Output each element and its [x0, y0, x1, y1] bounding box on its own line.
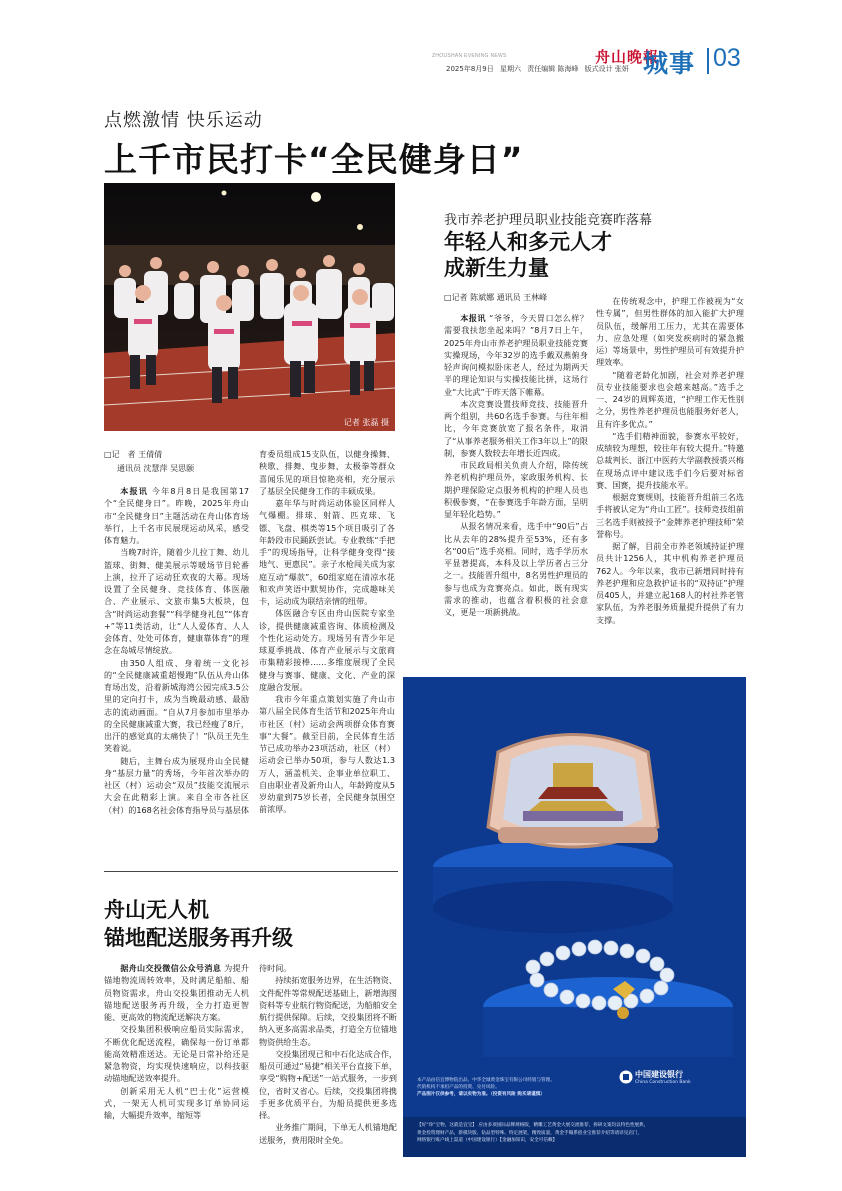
photo-credit: 记者 张磊 摄	[343, 418, 389, 427]
paragraph: “选手们精神面貌，参赛水平较好，成绩较为理想，较往年有较大提升。”特邀总裁判长、浙江中医药大学副教授裘兴梅在现场点评中建议选手们今后要对标省赛、国赛，提升技能水平。	[596, 430, 744, 490]
bank-name: 中国建设银行	[635, 1070, 683, 1079]
story2-kicker: 我市养老护理员职业技能竞赛昨落幕	[444, 213, 653, 228]
story2-byline: □记者 陈斌娜 通讯员 王林峰	[444, 293, 548, 302]
issue-date: 2025年8月9日	[446, 65, 494, 73]
bank-advertisement	[403, 677, 746, 1157]
issue-weekday: 星期六	[499, 65, 521, 73]
ad-footer-text: 【好“珍”宝物，这就是宜宝】 应由多项国际品牌规格版，精雕工艺黄金大展交流推荐，拆研文案均以特色性展典， 黄金投资理财产品，新模块版、钻品型特殊、特定展架，精致质量，黄金手镯系创业宝推荐介绍等请详见店门， 网络银行账户线上渠道（中国建设银行）【金融加知识，安全可信赖】	[417, 1123, 649, 1143]
story2-column-2	[596, 295, 744, 626]
paragraph: 持续拓宽服务边界，在生活物资、文件配件等常规配送基础上，新增海图资料等专业航行物资配送，为船舶安全航行提供保障。后续，交投集团将不断纳入更多高需求品类，打造全方位锚地物资供给生态。	[259, 975, 397, 1047]
masthead-dateline	[446, 64, 633, 74]
story2-column-1	[444, 312, 588, 618]
gold-charm-icon	[617, 1007, 629, 1019]
ad-disclaimer: 本产品由信宜博物院出品，中华全城黄金珠宝有限公司经销与管理。 代销机构不承担产品的投资、兑付风险。 产品图片仅供参考，请以实物为准。（投资有风险 购买请谨慎）	[417, 1078, 555, 1097]
paragraph: 交投集团现已和中石化达成合作，船员可通过“易捷”相关平台直接下单，享受“购物+配送”一站式服务，一步到位，省时又省心。后续，交投集团将携手更多优质平台，为船员提供更多选择。	[259, 1048, 397, 1120]
paragraph: 在传统观念中，护理工作被视为“女性专属”，但男性群体的加入能扩大护理员队伍，缓解用工压力，尤其在需要体力、应急处理（如突发疾病时的紧急搬运）等场景中，男性护理员可有效提升护理效率。	[596, 296, 744, 368]
section-divider	[104, 871, 398, 872]
paragraph: 交投集团积极响应船员实际需求，不断优化配送流程，确保每一份订单都能高效精准送达。无论是日常补给还是紧急物资，均实现快速响应，以科技驱动锚地配送效率提升。	[104, 1024, 249, 1084]
story1-correspondents: 通讯员 沈慧萍 吴思颐	[117, 464, 195, 473]
story3-column-2	[259, 962, 397, 1146]
story3-headline	[104, 896, 293, 952]
story2-headline	[444, 229, 612, 281]
headline-line: 舟山无人机	[104, 898, 209, 922]
paragraph: 根据竞赛规则，技能晋升组前三名选手将被认定为“舟山工匠”。技师竞技组前三名选手则被授予“金牌养老护理技师”荣誉称号。	[596, 492, 744, 539]
paragraph: 据舟山交投微信公众号消息 为提升锚地物流周转效率，及时满足船舶、船员物资需求，舟山交投集团推动无人机锚地配送服务再升级，全力打造更智能、更高效的物流配送解决方案。	[104, 963, 249, 1022]
paragraph: 由350人组成、身着统一文化衫的“全民健康减重超慢跑”队伍从舟山体育场出发，沿着新城海湾公园完成3.5公里的定向打卡，成为当晚最动感、最励志的流动画面。“自从7月参加市里举办的全民健康减重大赛，我已经瘦了8斤，出汗的感觉真的太痛快了！”队员王先生笑着说。	[104, 657, 249, 754]
paragraph: 业务推广期间，下单无人机锚地配送服务，费用限时全免。	[259, 1122, 397, 1145]
paragraph: 市民政局相关负责人介绍，除传统养老机构护理员外，家政服务机构、长期护理保险定点服务机构的护理人员也积极参赛，“在参赛选手年龄方面，呈明显年轻化趋势。”	[444, 460, 588, 519]
running-crowd-image	[104, 183, 395, 431]
headline-line: 锚地配送服务再升级	[104, 926, 293, 950]
paragraph: 当晚7时许，随着少儿拉丁舞、幼儿篮球、街舞、健美展示等暖场节目轮番上演，拉开了运动狂欢夜的大幕。现场设置了全民健身、竞技体育、体医融合、产业展示、文旅市集5大板块，包含“时尚运动套餐”“科学健身礼包”“体育+”等11类活动，让“人人爱体育、人人会体育、处处可体育，健康靠体育”的理念在岛城尽情绽放。	[104, 547, 249, 656]
paragraph: 随后，主舞台成为展现舟山全民健身“基层力量”的秀场，今年首次举办的社区（村）运动会“双员”技能交流展示大会在此精彩上演。来自全市各社区（村）的168名社会体育指导员与基层体	[104, 755, 249, 815]
paragraph: 创新采用无人机“巴士化”运营模式，一架无人机可实现多订单协同运输，大幅提升效率，缩短等	[104, 1085, 249, 1120]
story3-column-1	[104, 962, 249, 1121]
headline-line: 年轻人和多元人才	[444, 230, 612, 254]
story1-headline: 上千市民打卡“全民健身日”	[104, 140, 524, 179]
compact-case-icon	[488, 735, 658, 848]
story1-photo	[104, 183, 395, 431]
dateline-lead: 本报讯	[460, 313, 487, 323]
page-number: 03	[713, 44, 741, 72]
editor-credit: 责任编辑 陈海峰	[527, 65, 579, 73]
story1-column-1	[104, 485, 249, 816]
paragraph: 体医融合专区由舟山医院专家坐诊，提供健康减重咨询、体质检测及个性化运动处方。现场另有青少年足球夏季挑战、体育产业展示与文旅商市集精彩接棒……多维度展现了全民健身与赛事、健康、文化、产业的深度融合发展。	[259, 608, 395, 692]
paragraph: 我市今年重点策划实施了舟山市第八届全民体育生活节和2025年舟山市社区（村）运动会两项群众体育赛事“大餐”。截至目前，全民体育生活节已成功举办23项活动，社区（村）运动会已举办50项，参与人数达1.3万人，涵盖机关、企事业单位职工、自由职业者及新舟山人，年龄跨度从5岁幼童到75岁长者，全民健身氛围空前浓厚。	[259, 694, 395, 815]
headline-line: 成新生力量	[444, 256, 549, 280]
paragraph: 据了解，目前全市养老领域持证护理员共计1256人，其中机构养老护理员762人。今年以来，我市已新增同时持有养老护理和应急救护证书的“双持证”护理员405人，并建立起168人的村社养老管家队伍，为养老服务质量提升提供了有力支撑。	[596, 541, 744, 625]
story1-kicker: 点燃激情 快乐运动	[104, 110, 263, 131]
paragraph: 本次竞赛设置技师竞技、技能晋升两个组别，共60名选手参赛。与往年相比，今年竞赛放宽了报名条件，取消了“从事养老服务相关工作3年以上”的限制，参赛人数较去年增长近四成。	[444, 398, 588, 458]
paragraph: 嘉年华与时尚运动体验区同样人气爆棚。排球、射箭、匹克球、飞镖、飞盘、棋类等15个项目吸引了各年龄段市民踊跃尝试。专业教练“手把手”的现场指导，让科学健身变得“接地气、更惠民”。亲子水枪闯关成为家庭互动“爆款”，60组家庭在清凉水花和欢声笑语中默契协作，完成趣味关卡，运动成为联结亲情的纽带。	[259, 498, 395, 606]
masthead-pinyin: ZHOUSHAN EVENING NEWS	[432, 53, 507, 59]
jewelry-product-image	[403, 677, 746, 1117]
section-name: 城事	[643, 49, 696, 78]
paragraph: 本报讯 今年8月8日是我国第17个“全民健身日”。昨晚，2025年舟山市“全民健身日”主题活动在舟山体育场举行，上千名市民展现运动风采，感受体育魅力。	[104, 486, 249, 545]
paragraph: 从报名情况来看，选手中“90后”占比从去年的28%提升至53%，还有多名“00后”选手亮相。同时，选手学历水平显著提高，本科及以上学历者占三分之一。技能晋升组中，8名男性护理员的参与也成为竞赛亮点。如此，既有现实需求的推动，也蕴含着积极的社会意义，更是一项新挑战。	[444, 521, 588, 617]
story1-reporter: □记 者 王倩倩	[104, 450, 163, 459]
bank-name-en: China Construction Bank	[635, 1080, 691, 1085]
dateline-lead: 据舟山交投微信公众号消息	[120, 963, 222, 973]
paragraph: 待时间。	[259, 963, 292, 973]
story1-byline	[104, 448, 254, 476]
paragraph: 育委员组成15支队伍，以健身操舞、秧歌、排舞、曳步舞、太极拳等群众喜闻乐见的项目惊艳亮相，充分展示了基层全民健身工作的丰硕成果。	[259, 449, 395, 496]
paragraph: “随着老龄化加剧，社会对养老护理员专业技能要求也会越来越高。”选手之一、24岁的周辉英道，“护理工作无性别之分，男性养老护理员也能服务好老人，且有许多优点。”	[596, 369, 744, 429]
designer-credit: 版式设计 张妍	[584, 65, 629, 73]
story1-column-2	[259, 448, 395, 816]
bank-logo-icon	[619, 1070, 633, 1084]
dateline-lead: 本报讯	[120, 486, 149, 496]
paragraph: 本报讯 “爷爷，今天胃口怎么样？需要我扶您坐起来吗？”8月7日上午，2025年舟山市养老护理员职业技能竞赛实操现场，今年32岁的选手戴双燕俯身轻声询问模拟卧床老人，经过为期两天半的理论知识与实操技能比拼，这场行业“大比武”于昨天落下帷幕。	[444, 313, 588, 397]
newspaper-logo: 舟山晚報	[595, 48, 660, 66]
masthead-divider	[707, 48, 709, 74]
